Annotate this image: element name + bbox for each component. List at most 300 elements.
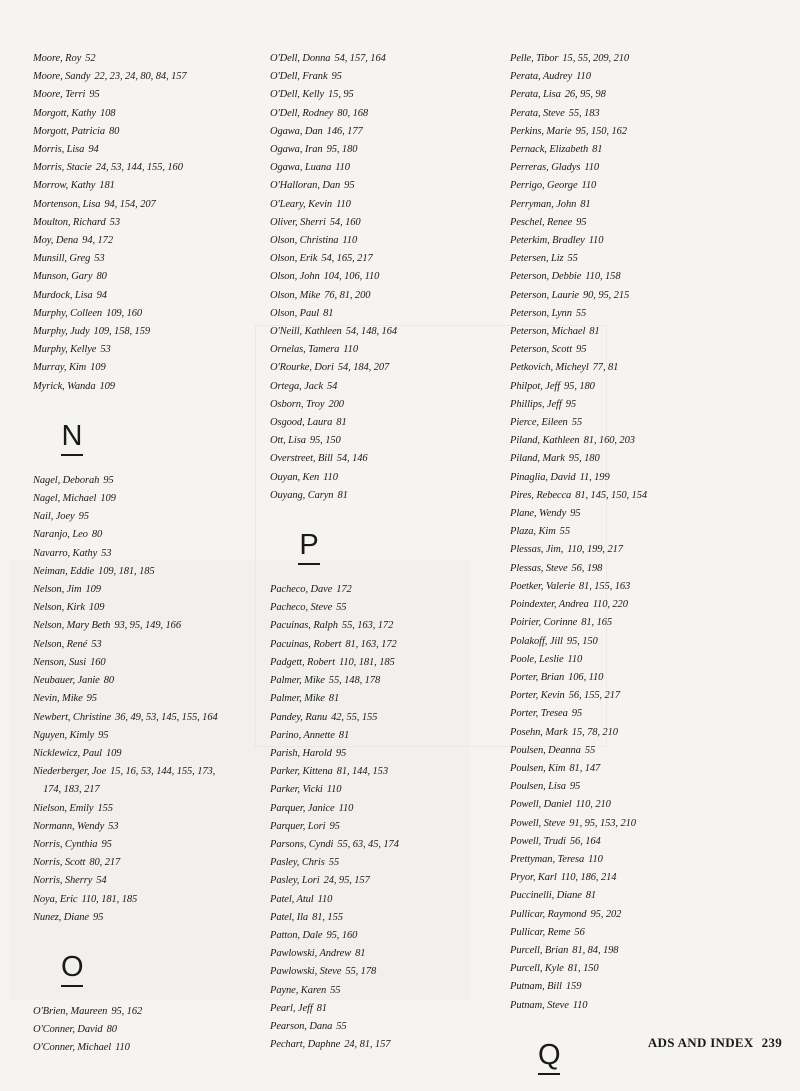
index-entry: [270, 945, 505, 963]
entry-pages: 110: [342, 235, 358, 247]
entry-name: Ogawa, Luana: [270, 162, 332, 174]
entry-pages: 95: [92, 911, 104, 923]
index-entry: [33, 727, 268, 745]
entry-pages: 94: [88, 144, 99, 156]
entry-pages: 95, 150: [309, 435, 341, 447]
entry-name: Oliver, Sherri: [270, 216, 326, 228]
entry-name: Nelson, Mary Beth: [33, 620, 111, 632]
entry-name: Patton, Dale: [270, 929, 323, 941]
index-entry: [33, 68, 268, 86]
index-entry: [33, 472, 268, 490]
index-entry: [510, 669, 745, 687]
index-entry: [510, 68, 745, 86]
entry-name: Nagel, Michael: [33, 493, 97, 505]
entry-name: Porter, Kevin: [510, 690, 565, 702]
entry-name: Perata, Steve: [510, 107, 565, 119]
index-entry: [270, 250, 505, 268]
index-entry: [270, 487, 505, 505]
entry-name: Olson, Mike: [270, 289, 321, 301]
index-entry: [270, 432, 505, 450]
index-entry: [270, 872, 505, 890]
entry-pages: 54: [96, 875, 107, 887]
index-entry: [510, 487, 745, 505]
section-letter: O: [61, 949, 83, 987]
entry-pages: 55, 63, 45, 174: [337, 838, 399, 850]
entry-name: Moy, Dena: [33, 235, 79, 247]
entry-name: Parino, Annette: [270, 729, 335, 741]
entry-name: Olson, John: [270, 271, 320, 283]
entry-name: O'Neill, Kathleen: [270, 326, 342, 338]
entry-name: Norris, Sherry: [33, 875, 93, 887]
entry-name: Polakoff, Jill: [510, 635, 563, 647]
entry-name: Pawlowski, Steve: [270, 966, 342, 978]
entry-name: Palmer, Mike: [270, 675, 325, 687]
entry-pages: 54, 157, 164: [334, 53, 386, 64]
entry-name: Pearson, Dana: [270, 1020, 333, 1032]
entry-pages: 95: [103, 474, 114, 486]
entry-name: Murphy, Colleen: [33, 307, 103, 319]
index-entry: [510, 159, 745, 177]
entry-pages: 81: [580, 198, 591, 210]
index-entry: [270, 177, 505, 195]
entry-name: Pullicar, Raymond: [510, 908, 587, 920]
index-entry: [510, 724, 745, 742]
entry-name: Perata, Audrey: [510, 71, 573, 83]
entry-pages: 110: [335, 162, 350, 174]
entry-pages: 95: [570, 508, 581, 520]
index-entry: [510, 778, 745, 796]
entry-name: Putnam, Steve: [510, 999, 569, 1011]
entry-pages: 110: [588, 235, 604, 247]
entry-name: Newbert, Christine: [33, 711, 112, 723]
index-entry: [33, 508, 268, 526]
entry-pages: 95, 160: [326, 929, 358, 941]
entry-name: Peterson, Laurie: [510, 289, 579, 301]
entry-name: Pechart, Daphne: [270, 1039, 341, 1051]
entry-pages: 53: [108, 820, 119, 832]
entry-name: Petkovich, Micheyl: [510, 362, 589, 374]
entry-pages: 15, 55, 209, 210: [562, 53, 630, 64]
entry-pages: 53: [94, 253, 105, 265]
entry-name: Pacheco, Steve: [270, 602, 333, 614]
entry-name: Mortenson, Lisa: [33, 198, 101, 210]
index-entry: [33, 836, 268, 854]
entry-pages: 110: [581, 180, 597, 192]
index-entry: [510, 760, 745, 778]
entry-name: O'Dell, Donna: [270, 53, 331, 64]
index-entry: [510, 196, 745, 214]
index-entry: [510, 960, 745, 978]
entry-name: Parquer, Lori: [270, 820, 326, 832]
entry-pages: 110, 158: [585, 271, 621, 283]
entry-pages: 36, 49, 53, 145, 155, 164: [115, 711, 218, 723]
entry-pages: 95: [571, 708, 583, 720]
index-entry: [270, 68, 505, 86]
index-entry: [270, 891, 505, 909]
entry-pages: 55: [330, 984, 341, 996]
entry-pages: 155: [97, 802, 113, 814]
entry-pages: 15, 78, 210: [571, 726, 618, 738]
index-entry: [510, 541, 745, 559]
index-entry: [33, 818, 268, 836]
entry-pages: 81: [323, 307, 334, 319]
index-entry: [270, 727, 505, 745]
entry-name: Pires, Rebecca: [510, 489, 572, 501]
entry-name: Parquer, Janice: [270, 802, 335, 814]
entry-name: Myrick, Wanda: [33, 380, 96, 392]
entry-pages: 146, 177: [326, 125, 363, 137]
entry-pages: 110: [336, 198, 351, 210]
entry-name: Moore, Terri: [33, 89, 86, 101]
entry-name: Pawlowski, Andrew: [270, 948, 352, 960]
entry-name: Payne, Karen: [270, 984, 327, 996]
index-entry: [270, 50, 505, 68]
index-entry: [510, 687, 745, 705]
entry-name: Pasley, Chris: [270, 857, 325, 869]
index-entry: [33, 123, 268, 141]
entry-pages: 56: [574, 926, 585, 938]
entry-pages: 55, 178: [345, 966, 377, 978]
entry-name: Morris, Lisa: [33, 144, 85, 156]
index-entry: [33, 196, 268, 214]
index-entry: [270, 105, 505, 123]
entry-name: Munson, Gary: [33, 271, 93, 283]
entry-name: Perryman, John: [510, 198, 577, 210]
entry-name: Osgood, Laura: [270, 417, 333, 429]
entry-name: Nelson, René: [33, 638, 88, 650]
entry-pages: 81, 145, 150, 154: [575, 489, 647, 501]
entry-name: Nagel, Deborah: [33, 474, 100, 486]
index-entry: [33, 1039, 268, 1057]
entry-pages: 95, 150, 162: [575, 125, 627, 137]
entry-name: Nielson, Emily: [33, 802, 94, 814]
entry-pages: 24, 81, 157: [344, 1039, 391, 1051]
section-letter: N: [61, 418, 83, 456]
entry-pages: 95, 202: [590, 908, 622, 920]
entry-pages: 90, 95, 215: [582, 289, 630, 301]
index-entry: [270, 341, 505, 359]
index-entry: [510, 924, 745, 942]
entry-name: O'Halloran, Dan: [270, 180, 341, 192]
index-entry: [33, 526, 268, 544]
entry-pages: 55, 148, 178: [328, 675, 381, 687]
entry-name: Ott, Lisa: [270, 435, 306, 447]
entry-pages: 54, 184, 207: [337, 362, 390, 374]
entry-name: Navarro, Kathy: [33, 547, 98, 559]
entry-pages: 81: [355, 948, 366, 960]
entry-pages: 52: [85, 53, 96, 64]
entry-pages: 55: [575, 307, 587, 319]
entry-name: Overstreet, Bill: [270, 453, 333, 465]
entry-name: Phillips, Jeff: [510, 398, 562, 410]
entry-pages: 109, 181, 185: [98, 565, 155, 577]
entry-name: Olson, Paul: [270, 307, 320, 319]
entry-pages: 80: [103, 675, 115, 687]
index-entry: [510, 450, 745, 468]
entry-name: Naranjo, Leo: [33, 529, 88, 541]
entry-name: Poetker, Valerie: [510, 580, 575, 592]
entry-pages: 55: [567, 253, 578, 265]
index-entry: [33, 159, 268, 177]
entry-pages: 110: [317, 893, 333, 905]
entry-pages: 26, 95, 98: [564, 89, 606, 101]
entry-pages: 81: [592, 144, 603, 156]
entry-pages: 80: [96, 271, 107, 283]
entry-name: Plessas, Jim,: [510, 544, 564, 556]
index-entry: [510, 851, 745, 869]
index-entry: [33, 854, 268, 872]
entry-name: Poulsen, Deanna: [510, 744, 581, 756]
index-entry: [270, 287, 505, 305]
index-entry: [33, 105, 268, 123]
index-entry: [33, 359, 268, 377]
index-entry: [510, 123, 745, 141]
index-entry: [270, 672, 505, 690]
entry-pages: 110: [115, 1042, 130, 1054]
entry-pages: 95: [565, 398, 576, 410]
index-entry: [33, 545, 268, 563]
entry-pages: 109: [99, 380, 115, 392]
entry-name: Murphy, Judy: [33, 326, 90, 338]
index-entry: [510, 887, 745, 905]
entry-pages: 95, 180: [326, 144, 358, 156]
entry-pages: 95, 180: [564, 380, 595, 392]
entry-pages: 80, 168: [337, 107, 369, 119]
entry-name: Perata, Lisa: [510, 89, 561, 101]
index-entry: [270, 781, 505, 799]
entry-name: Pierce, Eileen: [510, 417, 568, 429]
entry-name: Philpot, Jeff: [510, 380, 561, 392]
index-entry: [510, 323, 745, 341]
entry-name: Ornelas, Tamera: [270, 344, 340, 356]
index-entry: [270, 909, 505, 927]
entry-name: Niederberger, Joe: [33, 766, 107, 778]
index-entry: [510, 232, 745, 250]
entry-name: Palmer, Mike: [270, 693, 325, 705]
index-entry: [510, 141, 745, 159]
entry-name: Nevin, Mike: [33, 693, 83, 705]
entry-name: Piland, Mark: [510, 453, 565, 465]
index-entry: [270, 963, 505, 981]
entry-name: Peschel, Renee: [510, 216, 573, 228]
index-entry: [270, 581, 505, 599]
entry-name: Peterson, Michael: [510, 326, 586, 338]
index-entry: [510, 432, 745, 450]
entry-pages: 55: [571, 417, 582, 429]
index-entry: [510, 268, 745, 286]
entry-pages: 81: [336, 417, 347, 429]
entry-name: Patel, Atul: [270, 893, 314, 905]
entry-name: Ortega, Jack: [270, 380, 324, 392]
index-entry: [270, 396, 505, 414]
entry-pages: 95: [98, 729, 109, 741]
index-entry: [510, 997, 745, 1015]
entry-pages: 110: [584, 162, 600, 174]
entry-pages: 81, 160, 203: [583, 435, 635, 447]
entry-pages: 54, 160: [329, 216, 361, 228]
index-entry: [510, 341, 745, 359]
entry-pages: 81, 163, 172: [345, 638, 397, 650]
entry-pages: 55: [559, 526, 570, 538]
index-column-3: [510, 50, 745, 1091]
index-entry: [510, 633, 745, 651]
entry-pages: 95: [344, 180, 355, 192]
entry-pages: 24, 53, 144, 155, 160: [95, 162, 183, 174]
index-entry: [33, 50, 268, 68]
index-entry: [510, 305, 745, 323]
entry-name: Morris, Stacie: [33, 162, 92, 174]
index-entry: [270, 1000, 505, 1018]
entry-pages: 53: [101, 547, 112, 559]
entry-name: Munsill, Greg: [33, 253, 91, 265]
index-entry: [33, 177, 268, 195]
entry-name: Prettyman, Teresa: [510, 853, 585, 865]
entry-pages: 110, 181, 185: [339, 656, 395, 668]
entry-name: Nail, Joey: [33, 511, 75, 523]
section-letter: Q: [538, 1037, 560, 1075]
index-entry: [33, 800, 268, 818]
index-entry: [510, 523, 745, 541]
entry-pages: 110, 199, 217: [567, 544, 623, 556]
entry-pages: 55, 183: [568, 107, 600, 119]
index-entry: [510, 651, 745, 669]
entry-name: Neubauer, Janie: [33, 675, 100, 687]
entry-pages: 109: [85, 584, 101, 596]
index-entry: [270, 636, 505, 654]
page-number: 239: [761, 1035, 782, 1050]
entry-name: Ouyang, Caryn: [270, 489, 334, 501]
index-entry: [33, 617, 268, 635]
entry-pages: 81, 165: [581, 617, 613, 629]
index-entry: [510, 906, 745, 924]
entry-name: Ogawa, Iran: [270, 144, 323, 156]
index-entry: [33, 709, 268, 727]
entry-name: Pryor, Karl: [510, 872, 557, 884]
index-entry: [510, 705, 745, 723]
index-entry: [510, 250, 745, 268]
index-entry: [33, 872, 268, 890]
index-entry: [510, 596, 745, 614]
entry-pages: 11, 199: [579, 471, 610, 483]
index-entry: [33, 86, 268, 104]
entry-pages: 81, 155: [312, 911, 343, 923]
index-entry: [270, 745, 505, 763]
entry-name: Peterson, Debbie: [510, 271, 582, 283]
index-entry: [33, 287, 268, 305]
entry-pages: 110: [576, 71, 591, 83]
entry-name: Olson, Erik: [270, 253, 318, 265]
index-entry: [270, 763, 505, 781]
entry-pages: 93, 95, 149, 166: [114, 620, 181, 632]
entry-pages: 110: [338, 802, 354, 814]
entry-name: Moore, Sandy: [33, 71, 91, 83]
index-entry: [270, 654, 505, 672]
entry-pages: 22, 23, 24, 80, 84, 157: [94, 71, 187, 83]
index-entry: [33, 654, 268, 672]
entry-name: Parsons, Cyndi: [270, 838, 334, 850]
index-entry: [270, 599, 505, 617]
index-entry: [270, 709, 505, 727]
index-entry: [270, 690, 505, 708]
entry-pages: 54, 146: [336, 453, 368, 465]
entry-name: Pernack, Elizabeth: [510, 144, 589, 156]
entry-name: Olson, Christina: [270, 235, 339, 247]
entry-pages: 76, 81, 200: [324, 289, 371, 301]
index-entry: [270, 854, 505, 872]
entry-pages: 110, 186, 214: [560, 872, 617, 884]
entry-name: Noya, Eric: [33, 893, 78, 905]
entry-pages: 54, 148, 164: [345, 326, 398, 338]
entry-name: Petersen, Liz: [510, 253, 564, 265]
entry-pages: 109, 160: [106, 307, 143, 319]
index-entry: [33, 672, 268, 690]
index-entry: [33, 378, 268, 396]
entry-pages: 94, 154, 207: [104, 198, 156, 210]
entry-name: Pasley, Lori: [270, 875, 320, 887]
entry-pages: 95: [576, 344, 587, 356]
entry-pages: 15, 16, 53, 144, 155, 173, 174, 183, 217: [43, 766, 216, 796]
entry-pages: 110, 210: [575, 799, 611, 811]
entry-pages: 109: [88, 602, 105, 614]
index-entry: [510, 86, 745, 104]
entry-name: O'Dell, Kelly: [270, 89, 325, 101]
section-letter: P: [298, 527, 320, 565]
entry-name: Poirier, Corinne: [510, 617, 578, 629]
entry-name: Padgett, Robert: [270, 656, 335, 668]
index-column-1: [33, 50, 268, 1058]
entry-pages: 56, 164: [569, 835, 601, 847]
entry-name: Nelson, Kirk: [33, 602, 85, 614]
entry-name: Ouyan, Ken: [270, 471, 320, 483]
entry-pages: 94: [96, 289, 107, 301]
entry-name: O'Brien, Maureen: [33, 1005, 108, 1017]
entry-name: Norris, Scott: [33, 857, 86, 869]
entry-pages: 94, 172: [82, 235, 113, 247]
entry-pages: 80: [109, 125, 120, 137]
index-entry: [270, 123, 505, 141]
entry-pages: 80: [106, 1024, 117, 1036]
entry-name: Puccinelli, Diane: [510, 890, 582, 902]
index-entry: [510, 869, 745, 887]
entry-name: Pullicar, Reme: [510, 926, 571, 938]
entry-pages: 42, 55, 155: [331, 711, 378, 723]
index-entry: [270, 617, 505, 635]
entry-pages: 109: [100, 493, 116, 505]
entry-name: Poulsen, Kim: [510, 762, 566, 774]
entry-name: Nenson, Susi: [33, 656, 87, 668]
entry-name: O'Conner, David: [33, 1024, 103, 1036]
entry-pages: 95: [101, 838, 112, 850]
entry-pages: 24, 95, 157: [323, 875, 370, 887]
entry-name: Parish, Harold: [270, 747, 332, 759]
index-entry: [510, 578, 745, 596]
entry-name: Pandey, Ranu: [270, 711, 328, 723]
entry-pages: 80, 217: [89, 857, 121, 869]
entry-pages: 81, 155, 163: [578, 580, 631, 592]
index-entry: [33, 490, 268, 508]
index-entry: [510, 942, 745, 960]
index-entry: [510, 614, 745, 632]
entry-pages: 95: [89, 89, 100, 101]
entry-pages: 95: [331, 71, 342, 83]
entry-name: Morrow, Kathy: [33, 180, 96, 192]
entry-pages: 95, 162: [111, 1005, 143, 1017]
entry-name: Normann, Wendy: [33, 820, 105, 832]
entry-name: Perreras, Gladys: [510, 162, 581, 174]
entry-name: Pacheco, Dave: [270, 584, 333, 596]
index-entry: [270, 232, 505, 250]
index-entry: [510, 396, 745, 414]
